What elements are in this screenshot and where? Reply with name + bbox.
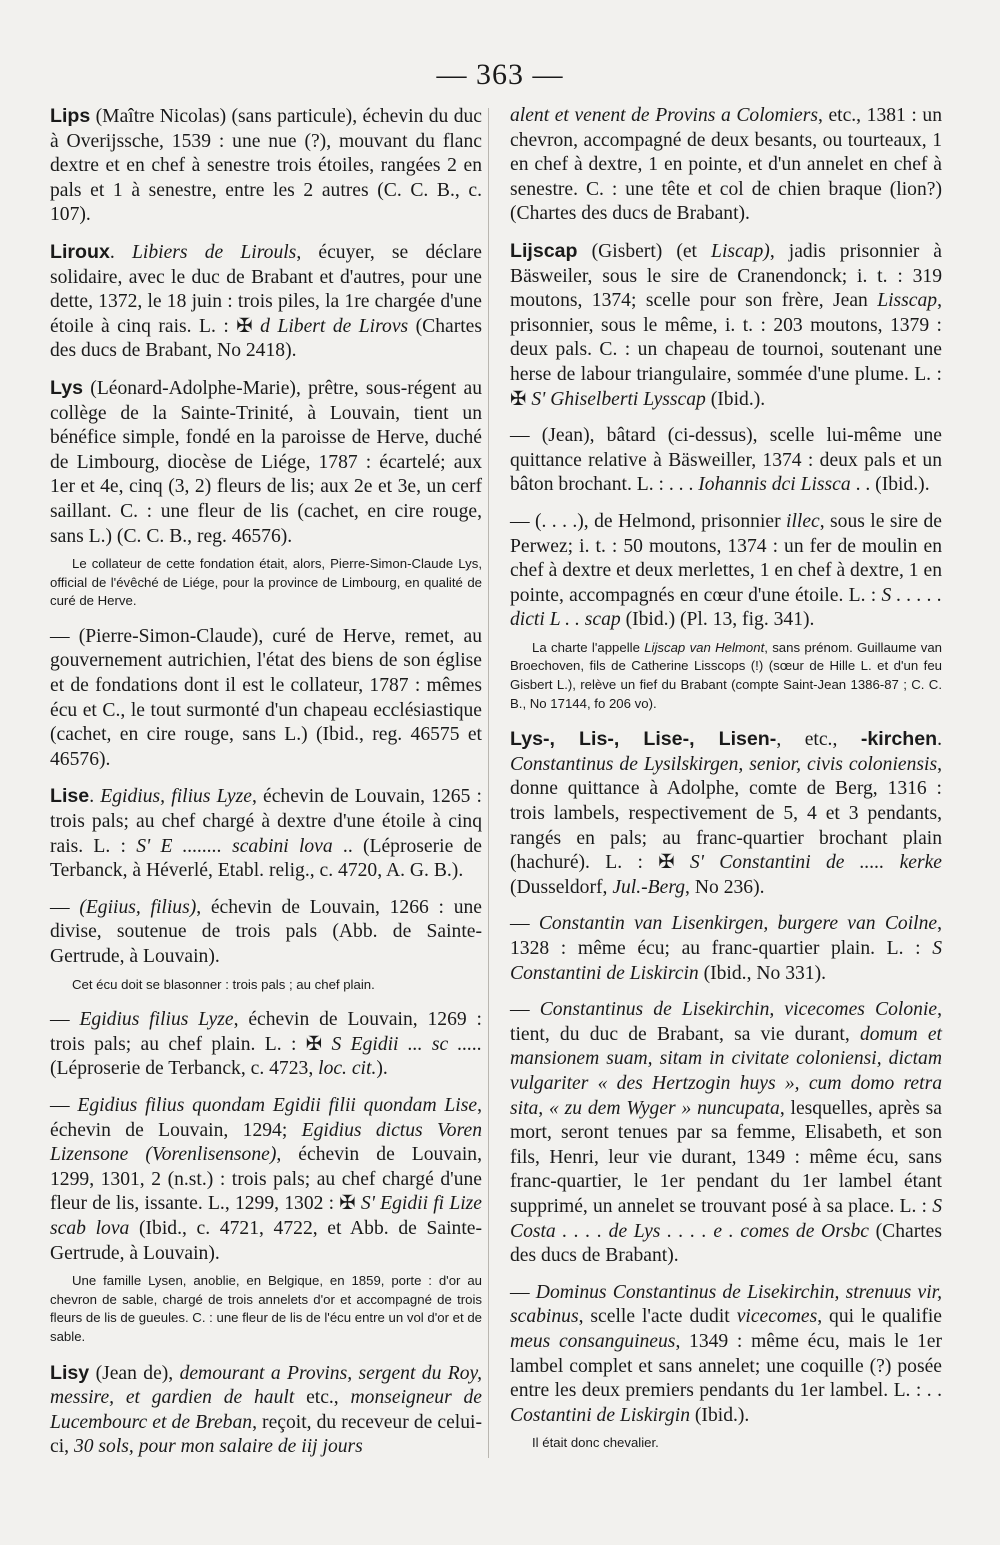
text-run: (Ibid., No 331). [698, 962, 827, 984]
text-run: . [89, 786, 101, 808]
italic-text: Dominus Constantinus de Lisekirchin, strenuus vir, scabinus [510, 1281, 942, 1328]
italic-text: alent et venent de Provins a Colomiers [510, 105, 818, 126]
entry-headword: Lijscap [510, 239, 578, 262]
text-run: — (. . . .), de Helmond, prisonnier [510, 510, 787, 532]
text-run: , sans prénom. Guillaume van Broechoven, fils de Catherine Lisscops (!) (sœur de Hille L. et d'un feu Gisbert L.), relève un fief du Brabant (compte Saint-Jean 1386-87 ; C. C. B., No 17144, fo 206 vo). [510, 639, 942, 711]
italic-text: Egidius filius Lyze [79, 1009, 234, 1031]
text-run: (Ibid.). [690, 1404, 750, 1426]
entry-paragraph [510, 912, 942, 986]
text-run: — [50, 1094, 78, 1116]
entry-paragraph [50, 1008, 482, 1082]
entry-headword: Lise [50, 785, 90, 808]
italic-text: S' Ghiselberti Lysscap [531, 388, 706, 410]
italic-text: S' E ........ scabini lova [136, 835, 333, 857]
entry-paragraph [510, 1281, 942, 1429]
text-run: — [510, 1281, 536, 1303]
entry-paragraph [50, 896, 482, 970]
text-run: , échevin de Louvain, 1269 : trois pals; au chef plain. L. : ✠ [50, 1009, 482, 1055]
column-divider [488, 108, 489, 1458]
text-run: (Léproserie de Terbanck, c. 4723, [50, 1058, 319, 1080]
text-run: Il était donc chevalier. [532, 1435, 659, 1451]
page-number: — 363 — [436, 58, 564, 91]
text-run: , sous le sire de Perwez; i. t. : 50 moutons, 1374 : un fer de moulin en chef à dextre et deux merlettes, 1 en chef à dextre, 1 en pointe, accompagnés en cœur d'une étoile. L. : [510, 510, 942, 606]
italic-text: Egidius filius quondam Egidii filii quondam Lise [77, 1094, 478, 1116]
entry-paragraph [50, 240, 482, 364]
text-run: (Ibid.). [705, 388, 766, 410]
entry-paragraph [50, 104, 482, 228]
entry-paragraph [510, 104, 942, 227]
footnote-paragraph [510, 1434, 942, 1453]
text-run: , tient, du duc de Brabant, sa vie durant, [510, 999, 942, 1045]
text-run: (Chartes des ducs de Brabant, No 2418). [50, 315, 482, 362]
text-run: (Ibid.) (Pl. 13, fig. 341). [620, 609, 815, 631]
text-run: . . (Ibid.). [850, 474, 930, 496]
footnote-paragraph [50, 976, 482, 995]
italic-text: Iohannis dci Lissca [698, 474, 851, 496]
text-run: — [510, 913, 539, 935]
italic-text: Costantini de Liskirgin [510, 1404, 690, 1426]
entry-headword: Lips [50, 105, 91, 127]
footnote-paragraph [50, 1272, 482, 1346]
text-run: , reçoit, du receveur de celui-ci, [50, 1411, 482, 1458]
italic-text: S . . . . . dicti L . . scap [510, 584, 943, 631]
italic-text: S Constantini de Liskircin [510, 938, 942, 984]
text-run: , échevin de Louvain, 1266 : une divise, soutenue de trois pals (Abb. de Sainte-Gertrude, à Louvain). [50, 896, 482, 967]
entry-paragraph [510, 727, 942, 900]
text-run: , donne quittance à Adolphe, comte de Berg, 1316 : trois lambels, respectivement de 5, 4 et 3 pendants, rangés en pals; au franc-quartier brochant plain (hachuré). L. : ✠ [510, 753, 942, 874]
text-run: , écuyer, se déclare solidaire, avec le duc de Brabant et d'autres, pour une dette, 1372, le 18 juin : trois piles, la 1re chargée d'une étoile à cinq rais. L. : ✠ [50, 241, 483, 337]
italic-text: monseigneur de Lucembourc et de Breban [50, 1387, 482, 1433]
entry-paragraph [50, 1094, 482, 1266]
italic-text: meus consanguineus [510, 1330, 676, 1352]
italic-text: Lisscap [877, 290, 938, 312]
text-run: , échevin de Louvain, 1265 : trois pals; au chef chargé à dextre d'une étoile à cinq rais. L. : [50, 786, 482, 857]
text-run: .. (Léproserie de Terbanck, à Héverlé, Etabl. relig., c. 4720, A. G. B.). [50, 835, 482, 882]
text-run: , 1349 : même écu, mais le 1er lambel complet et sans annelet; une coquille (?) posée entre les deux premiers pendants du 1er lambel. L. : . . [510, 1330, 942, 1402]
text-run: — (Jean), bâtard (ci-dessus), scelle lui-même une quittance relative à Bäsweiller, 1374 : deux pals et un bâton brochant. L. : . . . [510, 425, 942, 496]
text-run: , échevin de Louvain, 1294; [50, 1094, 482, 1141]
text-run: , etc., [776, 729, 861, 751]
italic-text: Constantin van Lisenkirgen, burgere van Coilne [538, 913, 938, 935]
entry-headword: Lisy [50, 1361, 90, 1384]
italic-text: vicecomes [736, 1306, 818, 1328]
text-run: , échevin de Louvain, 1299, 1301, 2 (n.st.) : trois pals; au chef chargé d'une fleur de lis, issante. L., 1299, 1302 : ✠ [50, 1144, 482, 1215]
text-run: etc., [294, 1387, 351, 1409]
italic-text: Liscap) [711, 240, 770, 262]
right-column [510, 104, 942, 1467]
italic-text: Egidius, filius Lyze [100, 786, 252, 808]
text-run: (Maître Nicolas) (sans particule), échevin du duc à Overijssche, 1539 : une nue (?), mouvant du flanc dextre et en chef à senestre trois étoiles, rangées 2 en pals et 1 à senestre, entre les 2 autres (C. C. B., c. 107). [50, 106, 482, 226]
italic-text: Jul.-Berg [612, 876, 686, 898]
italic-text: Constantinus de Lysilskirgen, senior, civis coloniensis [510, 753, 938, 775]
text-run: , scelle l'acte dudit [578, 1306, 737, 1328]
text-run: ). [376, 1058, 388, 1080]
text-run: , etc., 1381 : un chevron, accompagné de deux besants, ou tourteaux, 1 en chef à dextre, 1 en pointe, et d'un annelet en chef à senestre. C. : une tête et col de chien braque (lion?) (Chartes des ducs de Brabant). [510, 105, 942, 225]
text-run: (Jean de), [89, 1362, 180, 1384]
italic-text: demourant a Provins, sergent du Roy, messire, et gardien de hault [50, 1362, 483, 1409]
text-run: La charte l'appelle [532, 639, 645, 655]
footnote-paragraph [510, 639, 942, 713]
text-run: , lesquelles, après sa mort, seront tenues par sa femme, Elisabeth, et son fils, Henri, leur vie durant, 1349 : même écu, sans franc-quartier, le 1er pendant du 1er lambel étant supprimé, un annelet se trouvant posé à sa place. L. : [510, 1097, 942, 1217]
text-run: . [109, 241, 132, 263]
text-run: (Ibid., c. 4721, 4722, et Abb. de Sainte-Gertrude, à Louvain). [50, 1217, 482, 1264]
entry-headword: Lys-, Lis-, Lise-, Lisen- [510, 728, 777, 751]
italic-text: illec [786, 510, 820, 532]
entry-paragraph [510, 510, 942, 633]
text-run: — [50, 1009, 80, 1031]
entry-headword: Liroux [50, 240, 110, 263]
entry-paragraph [510, 424, 942, 498]
italic-text: loc. cit. [318, 1058, 377, 1080]
text-run: — (Pierre-Simon-Claude), curé de Herve, remet, au gouvernement autrichien, l'état des biens de son église et de fondations dont il est le collateur, 1787 : mêmes écu et C., le tout surmonté d'un chapeau ecclésiastique (cachet, en cire rouge, sans L.) (Ibid., reg. 46575 et 46576). [50, 625, 482, 770]
text-run: Cet écu doit se blasonner : trois pals ; au chef plain. [72, 976, 375, 992]
entry-paragraph [50, 1361, 482, 1460]
italic-text: Constantinus de Lisekirchin, vicecomes Colonie [539, 999, 938, 1021]
entry-paragraph [50, 784, 482, 883]
text-run: Une famille Lysen, anoblie, en Belgique, en 1859, porte : d'or au chevron de sable, chargé de trois annelets d'or et accompagné de trois fleurs de lis de gueules. C. : une fleur de lis de l'écu entre un vol d'or et de sable. [50, 1273, 482, 1344]
text-run: , 1328 : même écu; au franc-quartier plain. L. : [510, 913, 942, 959]
text-run: , jadis prisonnier à Bäsweiler, sous le sire de Cranendonck; i. t. : 319 moutons, 1374; scelle pour son frère, Jean [510, 240, 942, 312]
italic-text: S' Constantini de ..... kerke [689, 852, 942, 874]
entry-paragraph [50, 625, 482, 773]
italic-text: Lijscap van Helmont [644, 639, 765, 655]
italic-text: Libiers de Lirouls [131, 241, 297, 263]
italic-text: Egidius dictus Voren Lizensone (Vorenlisensone) [50, 1119, 482, 1166]
italic-text: S Costa . . . . de Lys . . . . e . comes de Orsbc [510, 1195, 942, 1242]
entry-headword: Lys [50, 376, 84, 399]
text-run: , qui le qualifie [817, 1306, 942, 1328]
entry-paragraph [510, 998, 942, 1269]
text-run: Le collateur de cette fondation était, alors, Pierre-Simon-Claude Lys, official de l'évêché de Liége, pour la province de Limbourg, en qualité de curé de Herve. [50, 556, 482, 609]
italic-text: 30 sols, pour mon salaire de iij jours [73, 1436, 363, 1458]
italic-text: domum et mansionem suam, sitam in civitate coloniensi, dictam vulgariter « des Hertzogin huys », cum domo retra sita, « zu dem Wyger » nuncupata [510, 1023, 942, 1119]
italic-text: S Egidii ... sc ..... [331, 1033, 482, 1055]
entry-paragraph [510, 239, 942, 412]
text-run: — [510, 999, 540, 1021]
italic-text: (Egiius, filius) [79, 896, 197, 918]
text-run: (Gisbert) (et [577, 240, 712, 262]
text-run: (Léonard-Adolphe-Marie), prêtre, sous-régent au collège de la Sainte-Trinité, à Louvain, tient un bénéfice simple, fondé en la paroisse de Herve, duché de Limbourg, diocèse de Liége, 1787 : écartelé; aux 1er et 4e, cinq (3, 2) fleurs de lis; aux 2e et 3e, un cerf saillant. C. : une fleur de lis (cachet, en cire rouge, sans L.) (C. C. B., reg. 46576). [50, 377, 482, 547]
text-run: (Chartes des ducs de Brabant). [510, 1220, 942, 1267]
entry-headword: -kirchen [860, 728, 938, 751]
text-run: (Dusseldorf, [510, 876, 613, 898]
text-run: , prisonnier, sous le même, i. t. : 203 moutons, 1379 : deux pals. C. : un chapeau de tournoi, soutenant une herse de labour triangulaire, sommée d'une plume. L. : ✠ [510, 290, 942, 410]
text-run: , No 236). [685, 876, 765, 898]
text-run: — [50, 896, 80, 918]
left-column [50, 104, 482, 1472]
italic-text: S' Egidii fi Lize scab lova [50, 1193, 482, 1239]
italic-text: d Libert de Lirovs [260, 315, 409, 337]
text-run: . [937, 729, 942, 751]
entry-paragraph [50, 376, 482, 549]
footnote-paragraph [50, 555, 482, 611]
